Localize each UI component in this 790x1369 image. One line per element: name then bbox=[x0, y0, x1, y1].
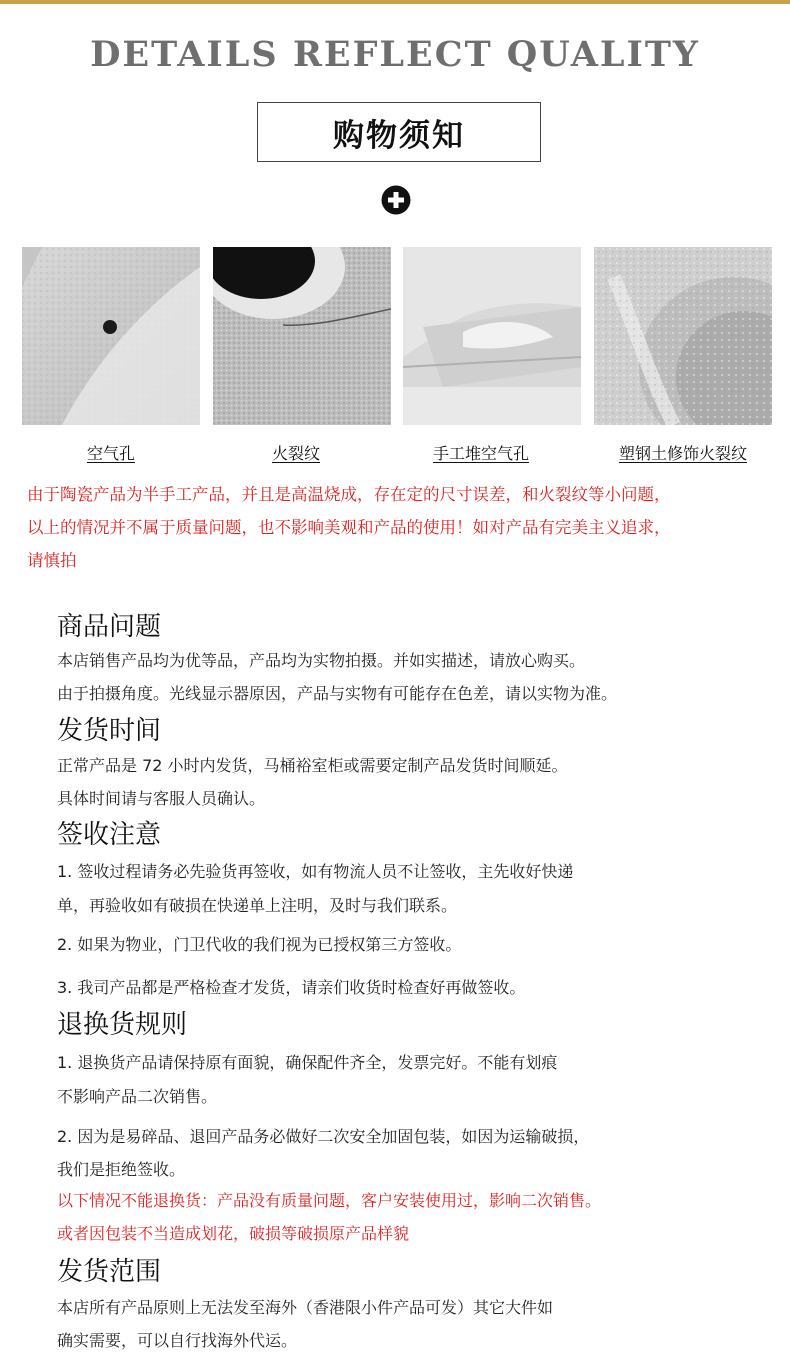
notice-line: 以上的情况并不属于质量问题，也不影响美观和产品的使用！如对产品有完美主义追求， bbox=[27, 518, 671, 537]
paragraph-line: 3. 我司产品都是严格检查才发货，请亲们收货时检查好再做签收。 bbox=[57, 978, 526, 997]
paragraph-line: 不影响产品二次销售。 bbox=[57, 1087, 218, 1106]
quality-notice bbox=[27, 478, 777, 577]
notice-line: 请慎拍 bbox=[27, 551, 77, 570]
paragraph-line: 单，再验收如有破损在快递单上注明，及时与我们联系。 bbox=[57, 896, 458, 915]
paragraph-line: 1. 退换货产品请保持原有面貌，确保配件齐全，发票完好。不能有划痕 bbox=[57, 1053, 558, 1072]
photo-caption: 空气孔 bbox=[86, 444, 135, 463]
paragraph-line: 本店销售产品均为优等品，产品均为实物拍摄。并如实描述，请放心购买。 bbox=[57, 651, 586, 670]
photo-fire-crack bbox=[213, 247, 391, 425]
photo-caption: 火裂纹 bbox=[271, 444, 320, 463]
paragraph-line: 由于拍摄角度。光线显示器原因，产品与实物有可能存在色差，请以实物为准。 bbox=[57, 684, 618, 703]
photo-air-hole bbox=[22, 247, 200, 425]
section-heading-receipt: 签收注意 bbox=[57, 820, 162, 850]
paragraph-line: 1. 签收过程请务必先验货再签收，如有物流人员不让签收，主先收好快递 bbox=[57, 862, 574, 881]
photo-resin-repaired-crack bbox=[594, 247, 772, 425]
page-title: 购物须知 bbox=[257, 102, 541, 162]
headline: DETAILS REFLECT QUALITY bbox=[90, 34, 700, 75]
paragraph-line: 具体时间请与客服人员确认。 bbox=[57, 789, 266, 808]
photo-hand-filled-air-hole bbox=[403, 247, 581, 425]
photo-caption: 手工堆空气孔 bbox=[432, 444, 529, 463]
plus-circle-icon bbox=[381, 185, 411, 215]
paragraph-line: 确实需要，可以自行找海外代运。 bbox=[57, 1331, 298, 1350]
section-heading-product: 商品问题 bbox=[57, 612, 162, 642]
paragraph-line: 2. 因为是易碎品、退回产品务必做好二次安全加固包装，如因为运输破损， bbox=[57, 1127, 590, 1146]
paragraph-line: 我们是拒绝签收。 bbox=[57, 1160, 186, 1179]
notice-line: 由于陶瓷产品为半手工产品，并且是高温烧成，存在定的尺寸误差，和火裂纹等小问题， bbox=[27, 485, 671, 504]
photo-caption: 塑钢土修饰火裂纹 bbox=[618, 444, 747, 463]
section-heading-returns: 退换货规则 bbox=[57, 1010, 188, 1040]
paragraph-line: 2. 如果为物业，门卫代收的我们视为已授权第三方签收。 bbox=[57, 935, 462, 954]
paragraph-line-warning: 或者因包装不当造成划花，破损等破损原产品样貌 bbox=[57, 1224, 410, 1243]
paragraph-line-warning: 以下情况不能退换货：产品没有质量问题，客户安装使用过，影响二次销售。 bbox=[57, 1191, 602, 1210]
section-heading-shipping-range: 发货范围 bbox=[57, 1257, 162, 1287]
paragraph-line: 正常产品是 72 小时内发货，马桶裕室柜或需要定制产品发货时间顺延。 bbox=[57, 756, 568, 775]
top-accent-bar bbox=[0, 0, 790, 4]
section-heading-shipping-time: 发货时间 bbox=[57, 716, 162, 746]
paragraph-line: 本店所有产品原则上无法发至海外（香港限小件产品可发）其它大件如 bbox=[57, 1298, 554, 1317]
